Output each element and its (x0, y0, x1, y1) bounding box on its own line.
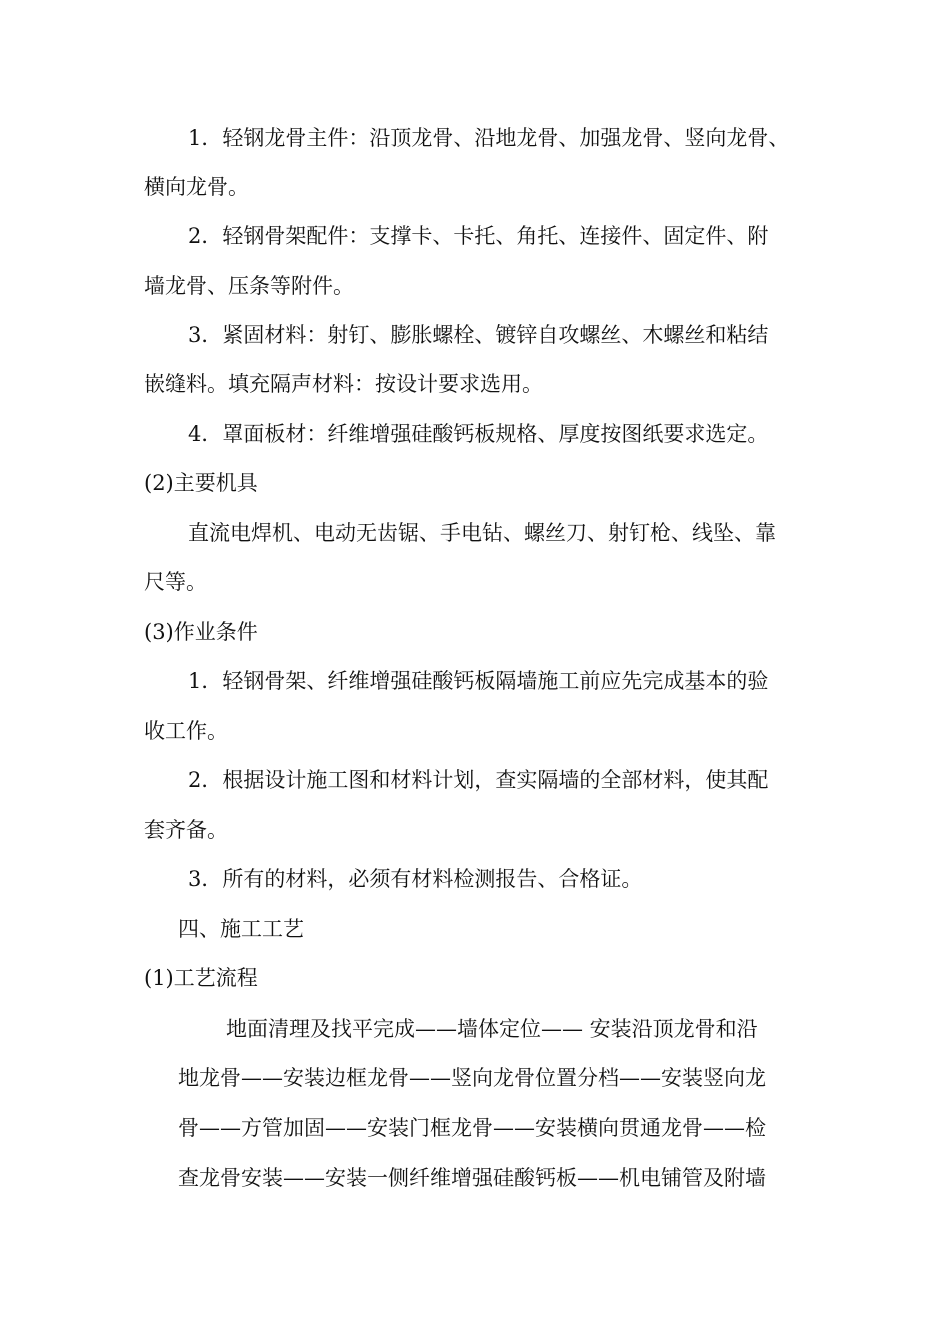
text-line: 直流电焊机、电动无齿锯、手电钻、螺丝刀、射钉枪、线坠、靠 (188, 521, 776, 545)
text-line: 查龙骨安装——安装一侧纤维增强硅酸钙板——机电铺管及附墙 (178, 1166, 766, 1190)
text-line: 尺等。 (144, 570, 207, 594)
section-heading: (1)工艺流程 (144, 966, 258, 990)
text-line: 2．轻钢骨架配件：支撑卡、卡托、角托、连接件、固定件、附 (188, 224, 769, 248)
text-line: 收工作。 (144, 719, 228, 743)
text-line: 嵌缝料。填充隔声材料：按设计要求选用。 (144, 372, 543, 396)
chapter-heading: 四、施工工艺 (178, 917, 304, 941)
text-line: 2．根据设计施工图和材料计划，查实隔墙的全部材料，使其配 (188, 768, 769, 792)
text-line: 地龙骨——安装边框龙骨——竖向龙骨位置分档——安装竖向龙 (178, 1066, 766, 1090)
section-heading: (3)作业条件 (144, 620, 258, 644)
text-line: 4．罩面板材：纤维增强硅酸钙板规格、厚度按图纸要求选定。 (188, 422, 769, 446)
text-line: 墙龙骨、压条等附件。 (144, 274, 354, 298)
text-line: 地面清理及找平完成——墙体定位—— 安装沿顶龙骨和沿 (226, 1017, 758, 1041)
text-line: 1．轻钢龙骨主件：沿顶龙骨、沿地龙骨、加强龙骨、竖向龙骨、 (188, 126, 790, 150)
text-line: 横向龙骨。 (144, 175, 249, 199)
text-line: 套齐备。 (144, 818, 228, 842)
text-line: 骨——方管加固——安装门框龙骨——安装横向贯通龙骨——检 (178, 1116, 766, 1140)
text-line: 3．所有的材料，必须有材料检测报告、合格证。 (188, 867, 643, 891)
text-line: 3．紧固材料：射钉、膨胀螺栓、镀锌自攻螺丝、木螺丝和粘结 (188, 323, 769, 347)
text-line: 1．轻钢骨架、纤维增强硅酸钙板隔墙施工前应先完成基本的验 (188, 669, 769, 693)
section-heading: (2)主要机具 (144, 471, 258, 495)
